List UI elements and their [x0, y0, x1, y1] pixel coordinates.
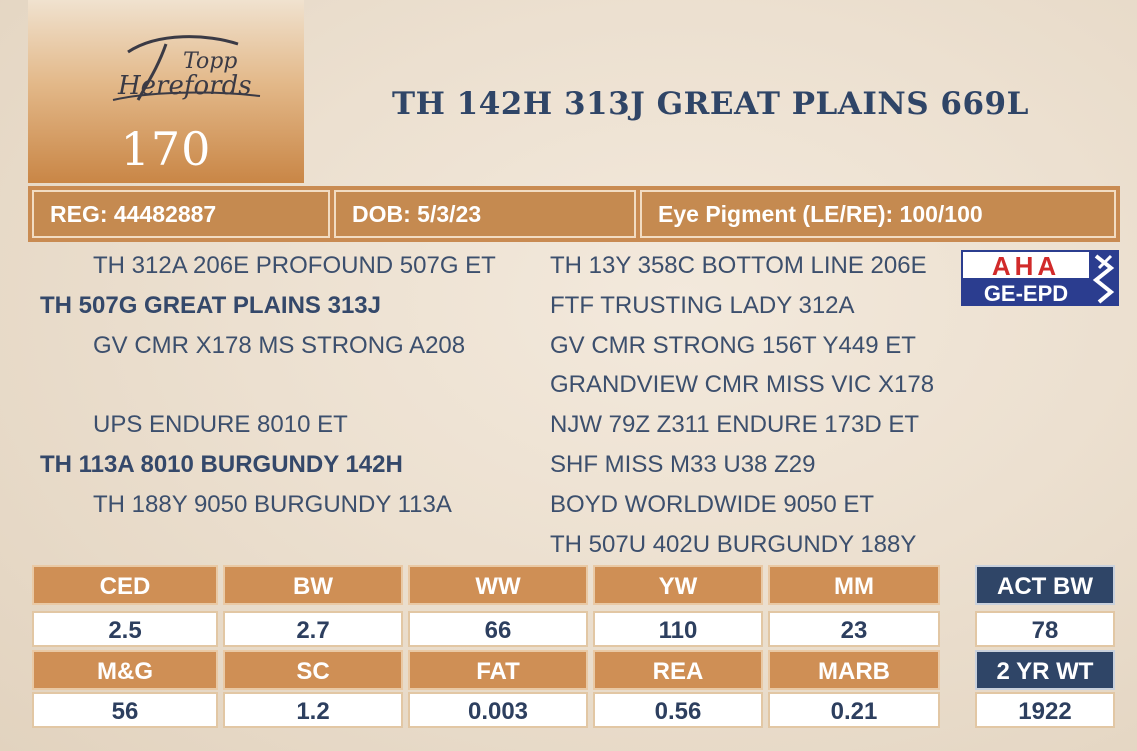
aha-logo-top: AHA	[991, 251, 1061, 281]
epd-header-ced: CED	[32, 565, 218, 605]
pedigree-right-4: GRANDVIEW CMR MISS VIC X178	[550, 371, 935, 398]
logo-line2: Herefords	[118, 71, 252, 101]
pedigree-sire-sire: TH 312A 206E PROFOUND 507G ET	[93, 252, 496, 279]
epd-header-ww: WW	[408, 565, 588, 605]
epd-value-ced: 2.5	[32, 611, 218, 647]
epd-header-fat: FAT	[408, 650, 588, 690]
epd-value-marb: 0.21	[768, 692, 940, 728]
pedigree-sire: TH 507G GREAT PLAINS 313J	[40, 292, 381, 319]
actual-bw-label: ACT BW	[975, 565, 1115, 605]
pedigree-dam: TH 113A 8010 BURGUNDY 142H	[40, 451, 403, 478]
two-year-weight-label: 2 YR WT	[975, 650, 1115, 690]
actual-bw-value: 78	[975, 611, 1115, 647]
epd-value-mm: 23	[768, 611, 940, 647]
epd-header-mg: M&G	[32, 650, 218, 690]
info-bar	[28, 186, 1120, 242]
epd-value-bw: 2.7	[223, 611, 403, 647]
aha-ge-epd-logo	[961, 250, 1119, 306]
pedigree-sire-dam: GV CMR X178 MS STRONG A208	[93, 332, 466, 359]
epd-value-fat: 0.003	[408, 692, 588, 728]
epd-header-bw: BW	[223, 565, 403, 605]
lot-number: 170	[120, 122, 212, 176]
pedigree-right-6: SHF MISS M33 U38 Z29	[550, 451, 816, 478]
lot-box	[28, 0, 304, 183]
date-of-birth: DOB: 5/3/23	[334, 190, 636, 238]
epd-value-ww: 66	[408, 611, 588, 647]
animal-title: TH 142H 313J GREAT PLAINS 669L	[392, 86, 1029, 122]
reg-number: REG: 44482887	[32, 190, 330, 238]
pedigree-right-2: FTF TRUSTING LADY 312A	[550, 292, 855, 319]
epd-header-marb: MARB	[768, 650, 940, 690]
aha-logo-bottom: GE-EPD	[983, 281, 1069, 306]
pedigree-right-3: GV CMR STRONG 156T Y449 ET	[550, 332, 916, 359]
two-year-weight-value: 1922	[975, 692, 1115, 728]
epd-value-mg: 56	[32, 692, 218, 728]
epd-value-yw: 110	[593, 611, 763, 647]
pedigree-dam-dam: TH 188Y 9050 BURGUNDY 113A	[93, 491, 452, 518]
pedigree-right-8: TH 507U 402U BURGUNDY 188Y	[550, 531, 917, 558]
epd-value-sc: 1.2	[223, 692, 403, 728]
logo-line1: Topp	[183, 49, 238, 74]
epd-value-rea: 0.56	[593, 692, 763, 728]
epd-header-sc: SC	[223, 650, 403, 690]
topp-herefords-logo	[88, 22, 268, 112]
pedigree-right-5: NJW 79Z Z311 ENDURE 173D ET	[550, 411, 919, 438]
epd-header-mm: MM	[768, 565, 940, 605]
epd-header-rea: REA	[593, 650, 763, 690]
pedigree-right-1: TH 13Y 358C BOTTOM LINE 206E	[550, 252, 927, 279]
epd-header-yw: YW	[593, 565, 763, 605]
pedigree-right-7: BOYD WORLDWIDE 9050 ET	[550, 491, 875, 518]
eye-pigment: Eye Pigment (LE/RE): 100/100	[640, 190, 1116, 238]
pedigree-dam-sire: UPS ENDURE 8010 ET	[93, 411, 348, 438]
